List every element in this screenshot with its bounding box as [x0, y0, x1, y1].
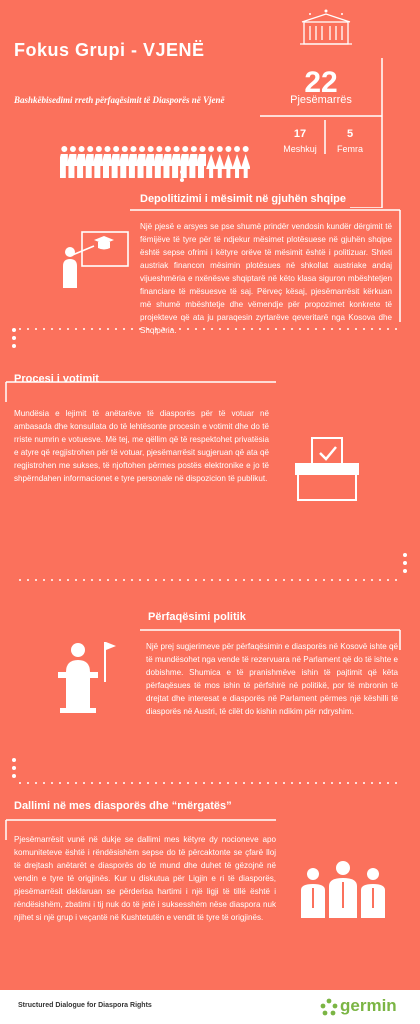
female-label: Femra	[336, 144, 363, 154]
germin-logo-text: germin	[340, 996, 397, 1015]
section-body-political-representation: Një prej sugjerimeve për përfaqësimin e diasporës në Kosovë ishte që të mundësohet nga vende të rezervuara në Parlament që do të ishte e dobishme. Shumica e të pranishmëve ishin të pajtimit që këta përfaqësues të mos ishin të përfshirë në politikë, por të mbronin të drejtat dhe interesat e diasporës në Parlament përmes një këshilli të diasporës në Austri, të cilët do kishin ndikim për ndryshim.	[146, 642, 398, 716]
male-label: Meshkuj	[283, 144, 317, 154]
section-title-diaspora-difference: Dallimi në mes diasporës dhe “mërgatës”	[14, 800, 232, 812]
germin-logo-icon	[320, 998, 338, 1018]
footer-text: Structured Dialogue for Diaspora Rights	[18, 1002, 152, 1009]
footer	[0, 990, 420, 1024]
participants-count: 22	[304, 66, 338, 99]
section-body-depolitization: Një pjesë e arsyes se pse shumë prindër vendosin kundër dërgimit të fëmijëve të tyre për të ndjekur mësimet plotësuese në gjuhën shqipe është sepse ofrimi i këtyre orëve të mësimit është i politizuar. Shteti austriak financon mësimin plotësues në shkollat austriake andaj vijueshmëria e nxënësve shqiptarë në këto klasa siguron mbështetjen financiare të mësuesve të saj. Përveç kësaj, pjesëmarrësit kërkuan më shumë mbështetje dhe vëmendje për propozimet konkrete të projekteve që ata ju paraqesin zyrtarëve qeveritarë nga Kosova dhe Shqipëria.	[140, 222, 392, 335]
page-title: Fokus Grupi - VJENË	[14, 40, 205, 60]
teacher-icon	[60, 228, 132, 290]
female-count: 5	[346, 128, 354, 140]
section-body-voting: Mundësia e lejimit të anëtarëve të diasporës për të votuar në ambasada dhe konsullata do të lehtësonte procesin e votimit dhe do të rriste numrin e votuesve. Më tej, me qëllim që të respektohet privatësia e atyre që regjistrohen për të votuar, pjesëmarrësit sugjeruan që ata që regjistrohen me sukses, të njoftohen përmes postës elektronike e jo të shpërndahen informacionet e tyre personale në dispozicion të publikut.	[14, 409, 269, 483]
section-body-diaspora-difference: Pjesëmarrësit vunë në dukje se dallimi mes këtyre dy nocioneve apo komuniteteve është i rëndësishëm sepse do të përcaktonte se çfarë lloj të drejtash anëtarët e diasporës do të mund dhe duhet të gëzojnë në vendin e tyre të origjinës. Kur u diskutua për Ligjin e ri të diasporës, pjesëmarrësit deklaruan se përderisa hartimi i një ligji të tillë është i rëndësishëm, zbatimi i tij nuk do të jetë i suksesshëm nëse diaspora nuk njihet si një grup i veçantë në Kushtetutën e vendit të tyre të origjinës.	[14, 835, 276, 922]
participants-label: Pjesëmarrës	[290, 94, 352, 106]
section-title-political-representation: Përfaqësimi politik	[148, 611, 246, 623]
section-title-voting: Procesi i votimit	[14, 373, 99, 385]
male-count: 17	[293, 128, 307, 140]
section-title-depolitization: Depolitizimi i mësimit në gjuhën shqipe	[140, 193, 346, 205]
group-icon	[298, 858, 388, 920]
speaker-podium-icon	[52, 638, 122, 718]
page-subtitle: Bashkëbisedimi rreth përfaqësimit të Diasporës në Vjenë	[14, 95, 225, 105]
ballot-box-icon	[292, 436, 364, 504]
